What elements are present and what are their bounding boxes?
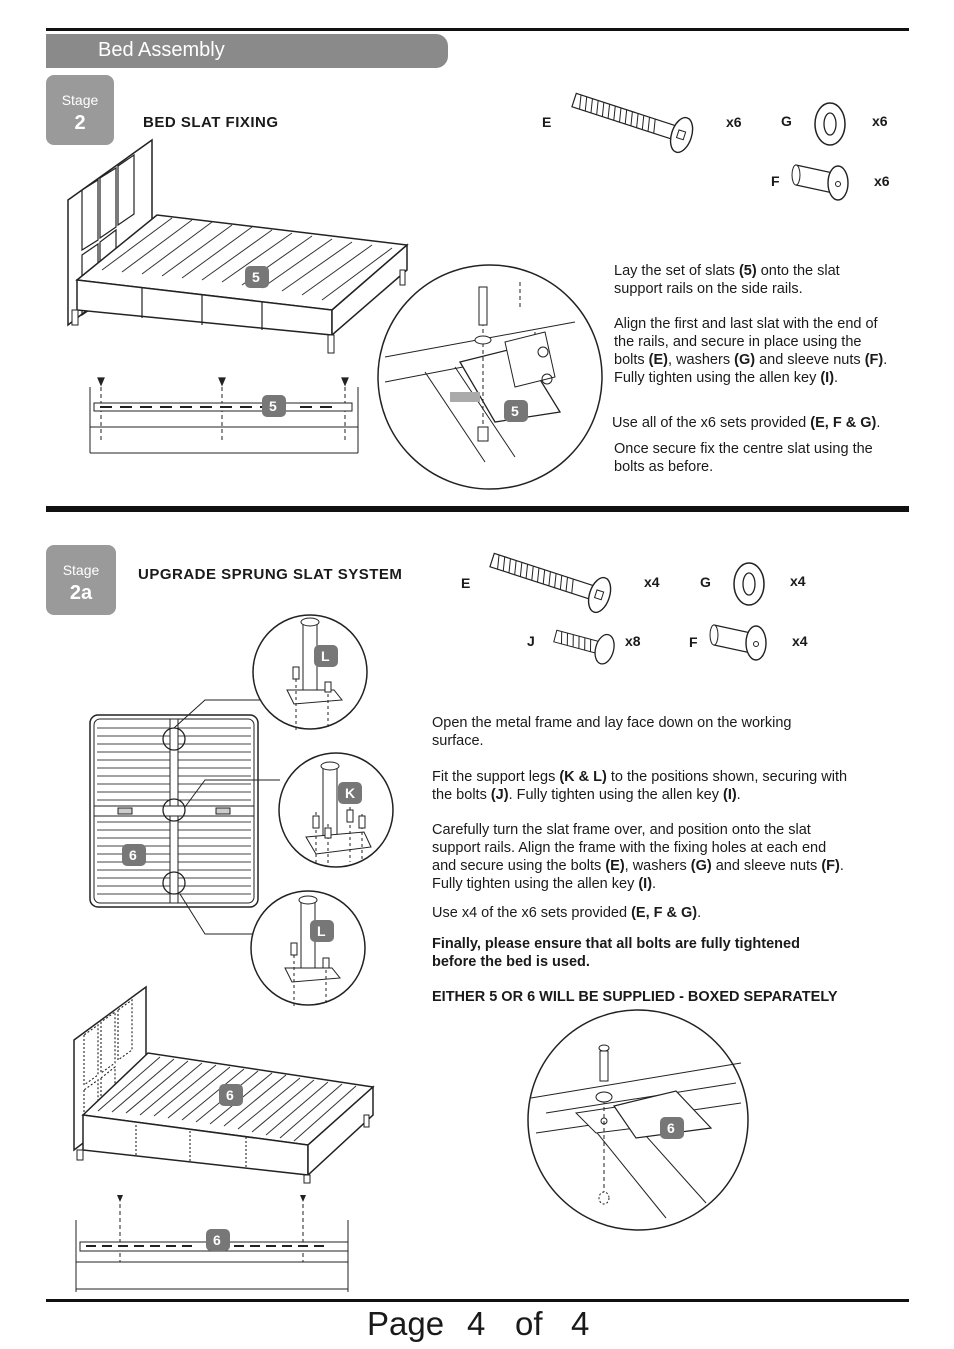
stage-2a-badge xyxy=(46,545,116,615)
bolt-e-illustration xyxy=(483,548,623,618)
leg-k-label: K xyxy=(345,785,356,801)
slat-6-label-detail: 6 xyxy=(667,1120,675,1136)
leg-l-label: L xyxy=(321,648,330,664)
part-f-qty: x6 xyxy=(874,173,890,189)
part-e-qty: x4 xyxy=(644,574,660,590)
part-g-label: G xyxy=(781,113,792,129)
slat-5-label-detail: 5 xyxy=(511,403,519,419)
part-g-label: G xyxy=(700,574,711,590)
section-divider xyxy=(46,506,909,512)
stage-2-title: BED SLAT FIXING xyxy=(143,114,279,131)
supply-note: EITHER 5 OR 6 WILL BE SUPPLIED - BOXED SEPARATELY xyxy=(432,989,838,1005)
leg-l-detail-top xyxy=(252,612,372,732)
stage-2a-step-2: Fit the support legs (K & L) to the positions shown, securing with the bolts (J). Fully tighten using the allen key (I). xyxy=(432,769,848,803)
part-e-label: E xyxy=(542,114,552,130)
leg-l-label: L xyxy=(317,923,326,939)
slat-5-label: 5 xyxy=(252,269,260,285)
part-g-qty: x6 xyxy=(872,113,888,129)
stage-2a-step-3: Carefully turn the slat frame over, and position onto the slat support rails. Align the frame with the fixing holes at each end and secure using the bolts (E), washers (G) and sleeve nuts (F). Fully tighten using the allen key (I). xyxy=(432,822,844,892)
stage-2-step-1: Lay the set of slats (5) onto the slat support rails on the side rails. xyxy=(614,263,840,297)
part-f-label: F xyxy=(689,634,698,650)
slat-6-label-side: 6 xyxy=(213,1232,221,1248)
page-of-word: of xyxy=(515,1305,543,1342)
bed-with-slats-illustration xyxy=(62,130,422,370)
stage-2-step-2: Align the first and last slat with the end of the rails, and secure in place using the bolts (E), washers (G) and sleeve nuts (F). Fully tighten using the allen key (I). xyxy=(614,316,888,386)
slat-6-label-bed: 6 xyxy=(226,1087,234,1103)
page-word: Page xyxy=(367,1305,445,1342)
page-current: 4 xyxy=(467,1305,486,1342)
part-g-qty: x4 xyxy=(790,573,806,589)
part-e-label: E xyxy=(461,575,471,591)
slat-6-label: 6 xyxy=(129,847,137,863)
stage-number: 2 xyxy=(74,112,86,134)
part-f-qty: x4 xyxy=(792,633,808,649)
section-title: Bed Assembly xyxy=(98,39,225,61)
stage-number: 2a xyxy=(69,582,93,604)
part-e-qty: x6 xyxy=(726,114,742,130)
stage-2-step-3: Use all of the x6 sets provided (E, F & G). xyxy=(612,415,881,431)
slat-5-label-side: 5 xyxy=(269,398,277,414)
slat-fixing-detail-illustration xyxy=(375,262,615,502)
part-f-label: F xyxy=(771,173,780,189)
stage-label: Stage xyxy=(61,92,99,108)
bolt-j-illustration xyxy=(550,620,620,670)
sprung-slat-side-view-diagram xyxy=(74,1192,364,1292)
bed-with-sprung-slats-illustration xyxy=(68,985,388,1185)
leg-k-detail-middle xyxy=(276,752,396,872)
stage-2-step-4: Once secure fix the centre slat using the bolts as before. xyxy=(614,441,873,475)
bolt-e-illustration xyxy=(565,88,705,158)
slat-side-view-diagram xyxy=(88,375,368,455)
part-j-label: J xyxy=(527,633,535,649)
stage-2a-warning: Finally, please ensure that all bolts are fully tightened before the bed is used. xyxy=(432,936,800,970)
part-j-qty: x8 xyxy=(625,633,641,649)
washer-g-illustration xyxy=(810,100,850,150)
stage-2a-step-1: Open the metal frame and lay face down on the working surface. xyxy=(432,715,792,749)
sprung-slat-fixing-detail-illustration xyxy=(526,1003,756,1243)
page-total: 4 xyxy=(571,1305,590,1342)
stage-2a-title: UPGRADE SPRUNG SLAT SYSTEM xyxy=(138,566,403,583)
sleeve-nut-f-illustration xyxy=(788,155,858,205)
stage-2a-step-4: Use x4 of the x6 sets provided (E, F & G). xyxy=(432,905,702,921)
stage-label: Stage xyxy=(62,562,100,578)
sleeve-nut-f-illustration xyxy=(706,615,776,665)
section-header xyxy=(46,34,448,68)
bottom-rule xyxy=(46,1299,909,1302)
top-rule xyxy=(46,28,909,31)
washer-g-illustration xyxy=(729,560,769,610)
